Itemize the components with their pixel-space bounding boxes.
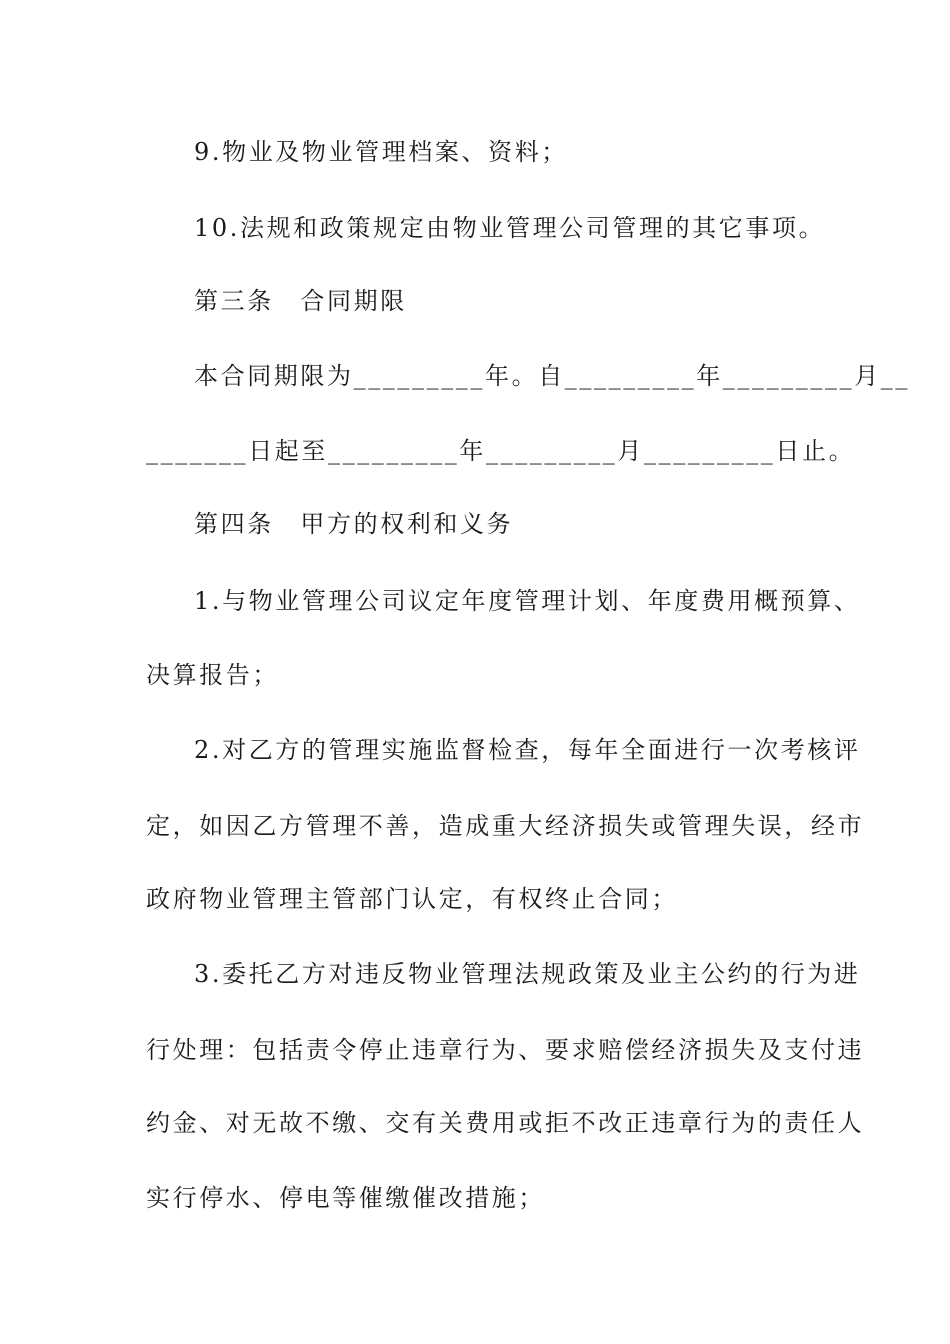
item-3-line-2: 行处理：包括责令停止违章行为、要求赔偿经济损失及支付违 — [146, 1036, 865, 1064]
item-1-line-2: 决算报告； — [146, 661, 279, 689]
list-item-9: 9.物业及物业管理档案、资料； — [194, 138, 568, 166]
item-3-line-3: 约金、对无故不缴、交有关费用或拒不改正违章行为的责任人 — [146, 1109, 865, 1137]
item-2-line-2: 定，如因乙方管理不善，造成重大经济损失或管理失误，经市 — [146, 812, 865, 840]
article-3-heading: 第三条 合同期限 — [194, 287, 407, 315]
item-1-line-1: 1.与物业管理公司议定年度管理计划、年度费用概预算、 — [194, 587, 861, 615]
item-2-line-3: 政府物业管理主管部门认定，有权终止合同； — [146, 885, 678, 913]
contract-term-line-1: 本合同期限为_________年。自_________年_________月__ — [194, 362, 910, 390]
item-3-line-1: 3.委托乙方对违反物业管理法规政策及业主公约的行为进 — [194, 960, 861, 988]
list-item-10: 10.法规和政策规定由物业管理公司管理的其它事项。 — [194, 214, 826, 242]
item-3-line-4: 实行停水、停电等催缴催改措施； — [146, 1184, 545, 1212]
contract-term-line-2: _______日起至_________年_________月_________日止。 — [146, 437, 856, 465]
item-2-line-1: 2.对乙方的管理实施监督检查，每年全面进行一次考核评 — [194, 736, 861, 764]
article-4-heading: 第四条 甲方的权利和义务 — [194, 510, 514, 538]
